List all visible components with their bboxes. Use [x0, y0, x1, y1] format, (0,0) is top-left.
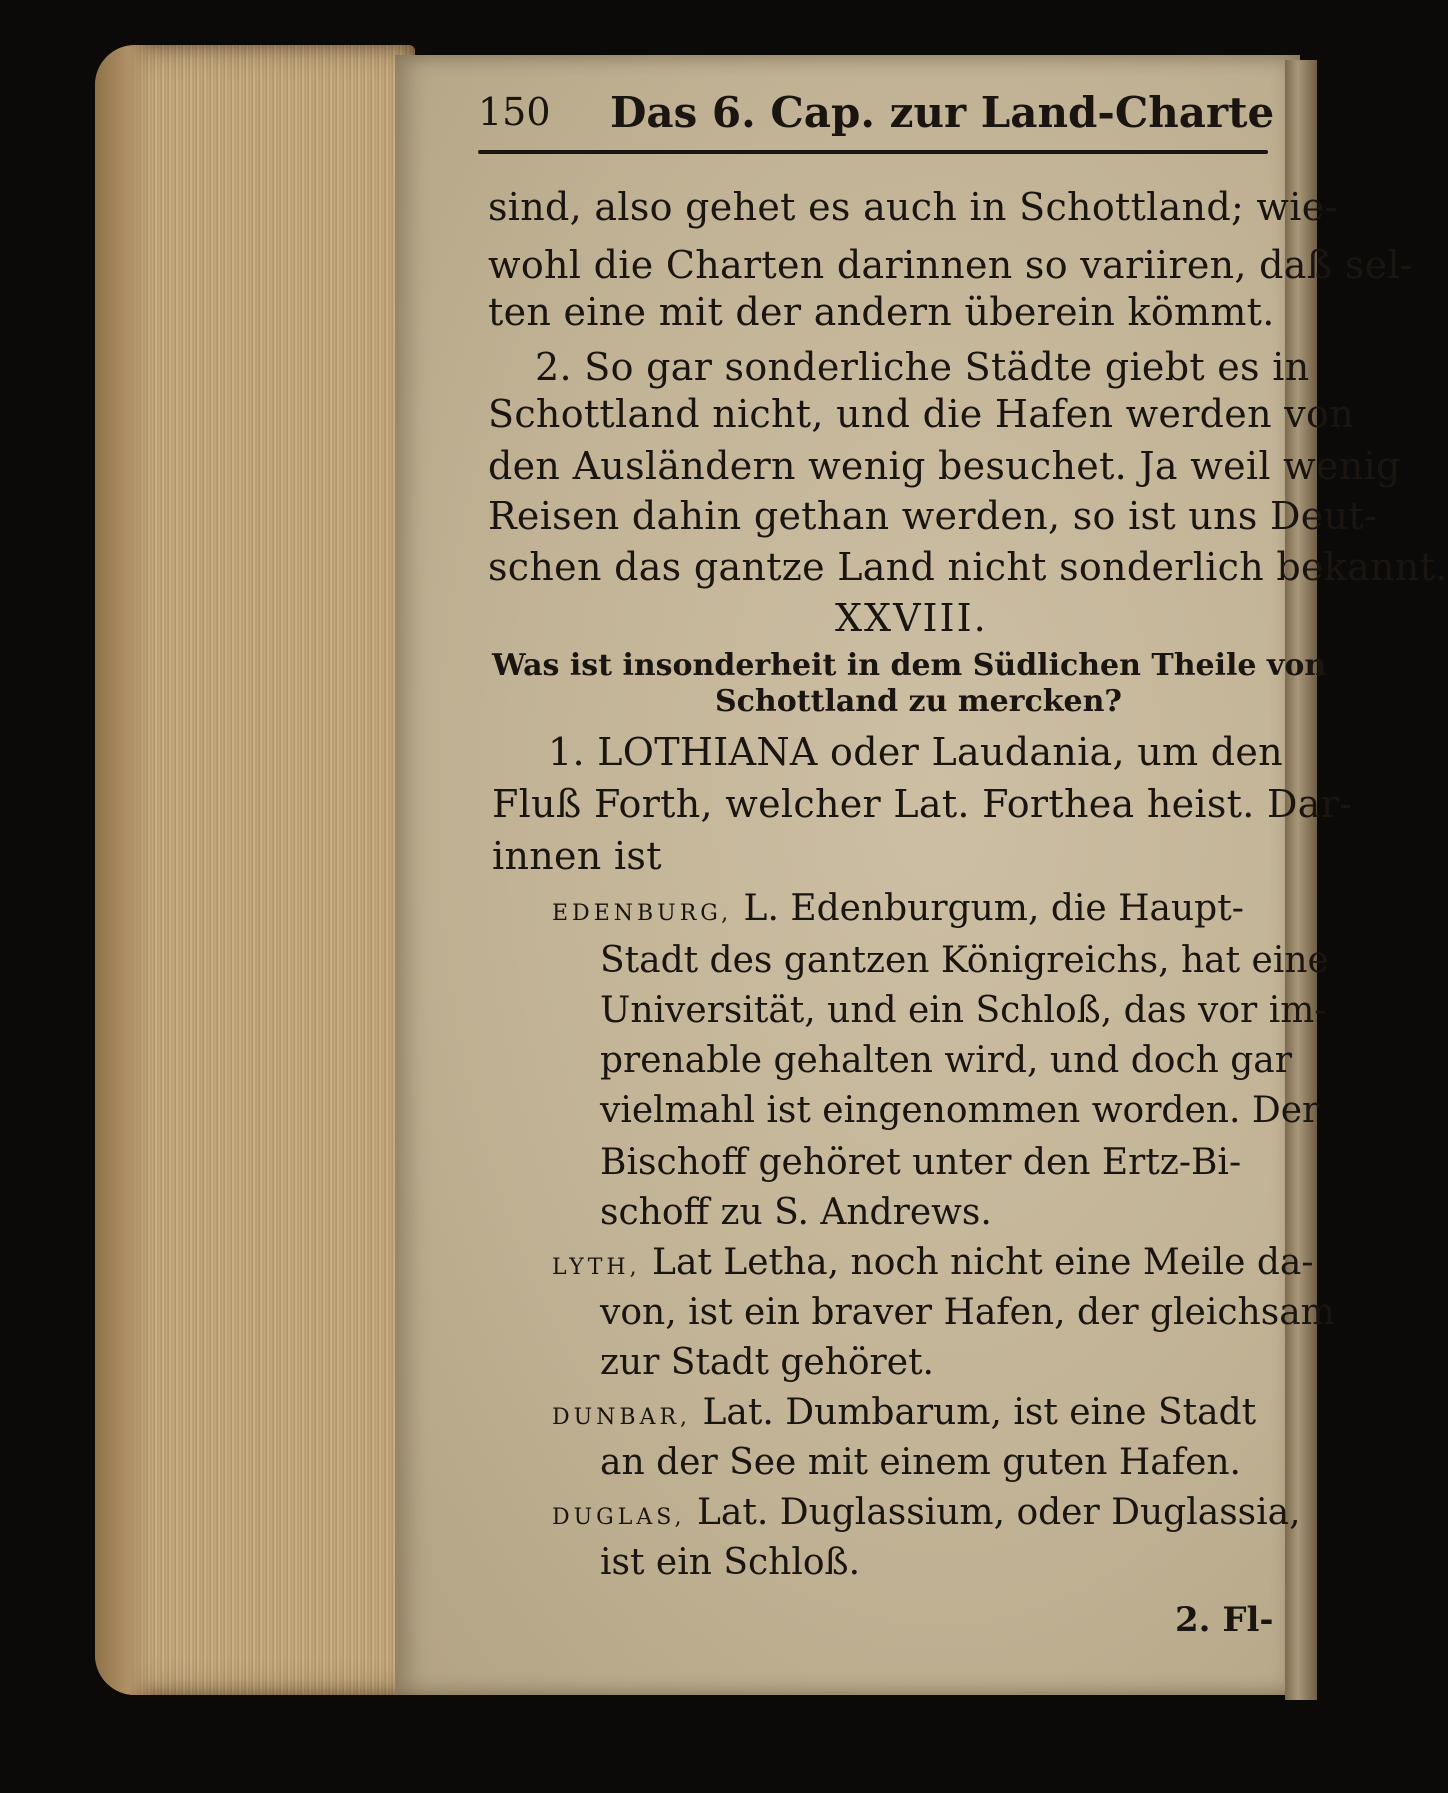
entry-name: LYTH,	[552, 1255, 641, 1280]
entry-text: Lat. Dumbarum, ist eine Stadt	[702, 1392, 1257, 1433]
text-line: an der See mit einem guten Hafen.	[600, 1442, 1242, 1483]
entry-text: L. Edenburgum, die Haupt-	[743, 888, 1244, 929]
text-line: ist ein Schloß.	[600, 1542, 861, 1583]
text-line: vielmahl ist eingenommen worden. Der	[600, 1090, 1320, 1131]
entry-name: DUGLAS,	[552, 1505, 686, 1530]
text-line: von, ist ein braver Hafen, der gleichsam	[600, 1292, 1335, 1333]
entry-name: EDENBURG,	[552, 901, 733, 926]
text-line: den Ausländern wenig besuchet. Ja weil wenig	[488, 444, 1401, 488]
entry-lyth	[552, 1242, 1314, 1283]
entry-edenburg	[552, 888, 1244, 929]
header-rule	[478, 150, 1268, 154]
entry-text: Lat Letha, noch nicht eine Meile da-	[652, 1242, 1314, 1283]
text-line: wohl die Charten darinnen so variiren, daß sel-	[488, 243, 1413, 287]
running-title: Das 6. Cap. zur Land-Charte	[610, 88, 1275, 137]
book-page-edges	[95, 45, 415, 1695]
text-line: zur Stadt gehöret.	[600, 1342, 934, 1383]
text-line: 1. LOTHIANA oder Laudania, um den	[548, 730, 1283, 774]
text-line: Stadt des gantzen Königreichs, hat eine	[600, 940, 1329, 981]
text-line: Reisen dahin gethan werden, so ist uns Deut-	[488, 494, 1378, 538]
text-line: Universität, und ein Schloß, das vor im-	[600, 990, 1327, 1031]
page-number: 150	[478, 90, 551, 134]
entry-duglas	[552, 1492, 1301, 1533]
text-line: schen das gantze Land nicht sonderlich bekannt.	[488, 545, 1448, 589]
text-line: sind, also gehet es auch in Schottland; wie-	[488, 185, 1338, 229]
text-line: schoff zu S. Andrews.	[600, 1192, 992, 1233]
section-number: XXVIII.	[835, 596, 988, 640]
entry-dunbar	[552, 1392, 1256, 1433]
text-line: 2. So gar sonderliche Städte giebt es in	[535, 345, 1310, 389]
facing-page-sliver	[1285, 60, 1317, 1700]
text-line: Bischoff gehöret unter den Ertz-Bi-	[600, 1142, 1242, 1183]
text-line: prenable gehalten wird, und doch gar	[600, 1040, 1292, 1081]
text-line: innen ist	[492, 834, 662, 878]
text-line: Schottland nicht, und die Hafen werden von	[488, 392, 1354, 436]
section-question: Schottland zu mercken?	[715, 684, 1122, 719]
text-line: Fluß Forth, welcher Lat. Forthea heist. Dar-	[492, 782, 1353, 826]
section-question: Was ist insonderheit in dem Südlichen Theile von	[492, 648, 1327, 683]
entry-text: Lat. Duglassium, oder Duglassia,	[696, 1492, 1301, 1533]
text-line: ten eine mit der andern überein kömmt.	[488, 290, 1275, 334]
entry-name: DUNBAR,	[552, 1405, 692, 1430]
catchword: 2. Fl-	[1175, 1600, 1274, 1640]
